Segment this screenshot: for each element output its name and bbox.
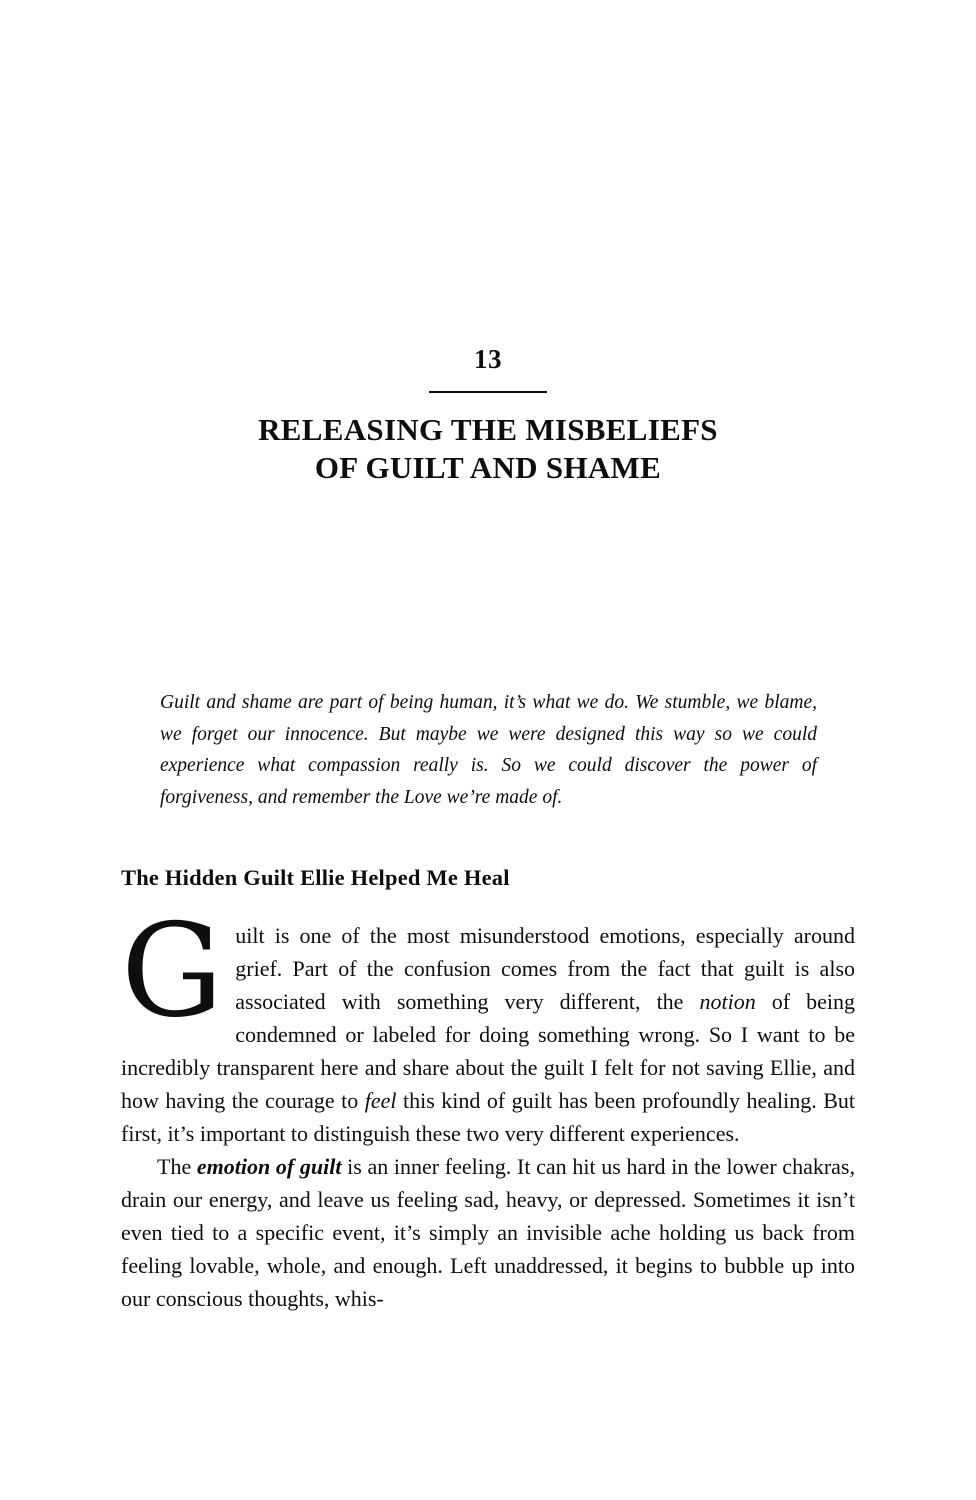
drop-cap: G (121, 897, 224, 1046)
text-segment: of being condemned or labeled for doing something wrong. So I want to be incredibly transparent here and share about the guilt I felt for not saving Ellie, and how having the courage to (121, 989, 856, 1113)
chapter-divider-rule (429, 391, 547, 393)
text-segment-italic: notion (699, 989, 756, 1014)
epigraph: Guilt and shame are part of being human, it’s what we do. We stumble, we blame, we forget our innocence. But maybe we were designed this way so we could experience what compassion really is. So we could discover the power of forgiveness, and remember the Love we’re made of. (160, 692, 817, 808)
text-segment-bold-italic: emotion of guilt (196, 1154, 342, 1179)
chapter-title-line1: RELEASING THE MISBELIEFS (258, 412, 718, 447)
text-segment: is an inner feeling. It can hit us hard in the lower chakras, drain our energy, and leave us feeling sad, heavy, or depressed. Sometimes it isn’t even tied to a specific event, it’s simply an invisible ache holding us back from feeling lovable, whole, and enough. Left unaddressed, it begins to bubble up into our conscious thoughts, whis- (121, 1154, 855, 1311)
text-segment-italic: feel (364, 1088, 397, 1113)
chapter-title-line2: OF GUILT AND SHAME (314, 450, 662, 485)
paragraph-first (121, 897, 856, 1150)
text-segment: uilt is one of the most misunderstood emotions, especially around grief. Part of the confusion comes from the fact that guilt is also associated with something very different, the (235, 923, 855, 1014)
text-segment: The (157, 1154, 197, 1179)
body-text (121, 897, 856, 1315)
paragraph-second (121, 1150, 855, 1315)
chapter-number: 13 (474, 344, 502, 374)
section-heading: The Hidden Guilt Ellie Helped Me Heal (121, 865, 510, 890)
text-segment: this kind of guilt has been profoundly healing. But first, it’s important to distinguish these two very different experiences. (121, 1088, 855, 1146)
chapter-title (0, 411, 976, 487)
